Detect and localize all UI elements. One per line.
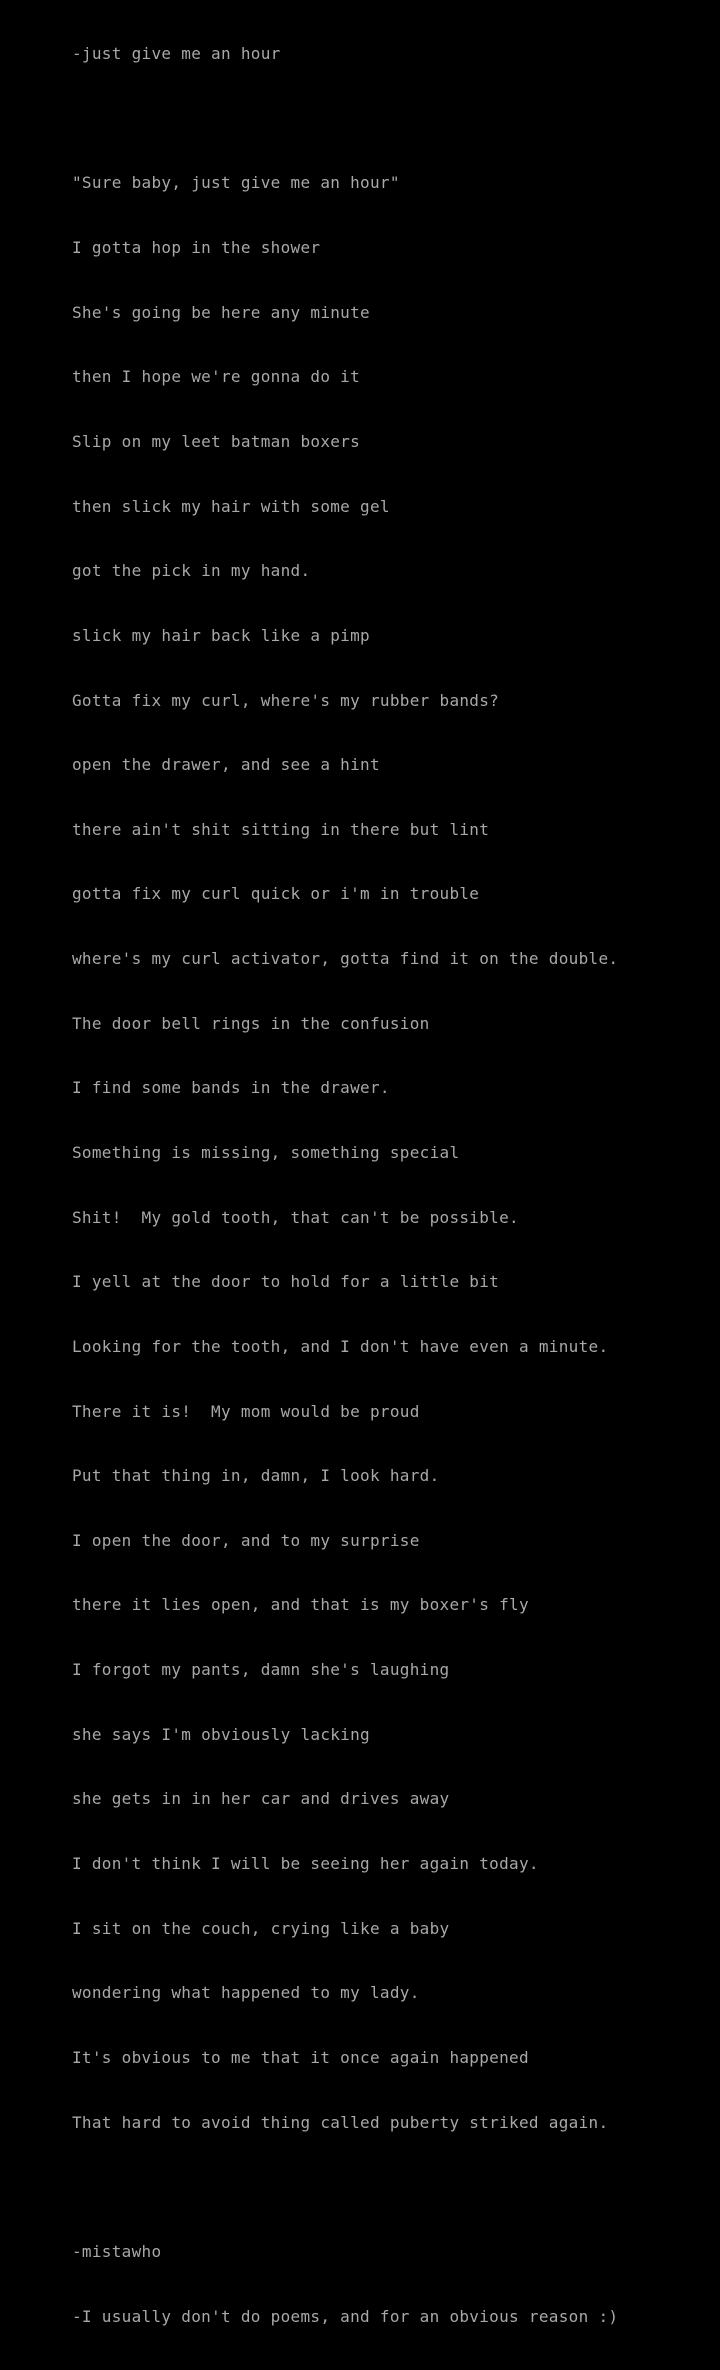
signature-line: -mistawho bbox=[72, 2241, 162, 2261]
text-line: there ain't shit sitting in there but lint bbox=[72, 819, 490, 839]
text-line: Gotta fix my curl, where's my rubber bands? bbox=[72, 690, 500, 710]
text-line: -just give me an hour bbox=[72, 44, 281, 64]
text-line: Shit! My gold tooth, that can't be possible. bbox=[72, 1207, 519, 1227]
text-line bbox=[72, 2176, 618, 2198]
footnote-line: -I usually don't do poems, and for an obvious reason :) bbox=[72, 2306, 619, 2326]
text-line: It's obvious to me that it once again happened bbox=[72, 2047, 529, 2067]
text-line: there it lies open, and that is my boxer's fly bbox=[72, 1595, 529, 1615]
text-line: slick my hair back like a pimp bbox=[72, 625, 370, 645]
text-line: There it is! My mom would be proud bbox=[72, 1401, 420, 1421]
text-line: Looking for the tooth, and I don't have even a minute. bbox=[72, 1336, 609, 1356]
text-line: open the drawer, and see a hint bbox=[72, 755, 380, 775]
text-line: I find some bands in the drawer. bbox=[72, 1078, 390, 1098]
text-line: then I hope we're gonna do it bbox=[72, 367, 361, 387]
text-line: gotta fix my curl quick or i'm in trouble bbox=[72, 884, 480, 904]
text-line: I sit on the couch, crying like a baby bbox=[72, 1918, 450, 1938]
text-line: I forgot my pants, damn she's laughing bbox=[72, 1660, 450, 1680]
text-line: That hard to avoid thing called puberty striked again. bbox=[72, 2112, 609, 2132]
text-line: I yell at the door to hold for a little bit bbox=[72, 1272, 500, 1292]
text-line: where's my curl activator, gotta find it on the double. bbox=[72, 949, 619, 969]
text-line: I don't think I will be seeing her again today. bbox=[72, 1854, 539, 1874]
text-line: Something is missing, something special bbox=[72, 1142, 460, 1162]
text-line: The door bell rings in the confusion bbox=[72, 1013, 430, 1033]
text-line: wondering what happened to my lady. bbox=[72, 1983, 420, 2003]
text-line: She's going be here any minute bbox=[72, 302, 370, 322]
text-line bbox=[72, 108, 618, 130]
text-line: got the pick in my hand. bbox=[72, 561, 311, 581]
text-line: I gotta hop in the shower bbox=[72, 238, 321, 258]
text-line: Slip on my leet batman boxers bbox=[72, 431, 361, 451]
text-line: I open the door, and to my surprise bbox=[72, 1530, 420, 1550]
text-line: then slick my hair with some gel bbox=[72, 496, 390, 516]
poem-text bbox=[72, 0, 618, 2370]
text-line: she gets in in her car and drives away bbox=[72, 1789, 450, 1809]
text-line: she says I'm obviously lacking bbox=[72, 1724, 370, 1744]
text-line: Put that thing in, damn, I look hard. bbox=[72, 1466, 440, 1486]
text-line: "Sure baby, just give me an hour" bbox=[72, 173, 400, 193]
